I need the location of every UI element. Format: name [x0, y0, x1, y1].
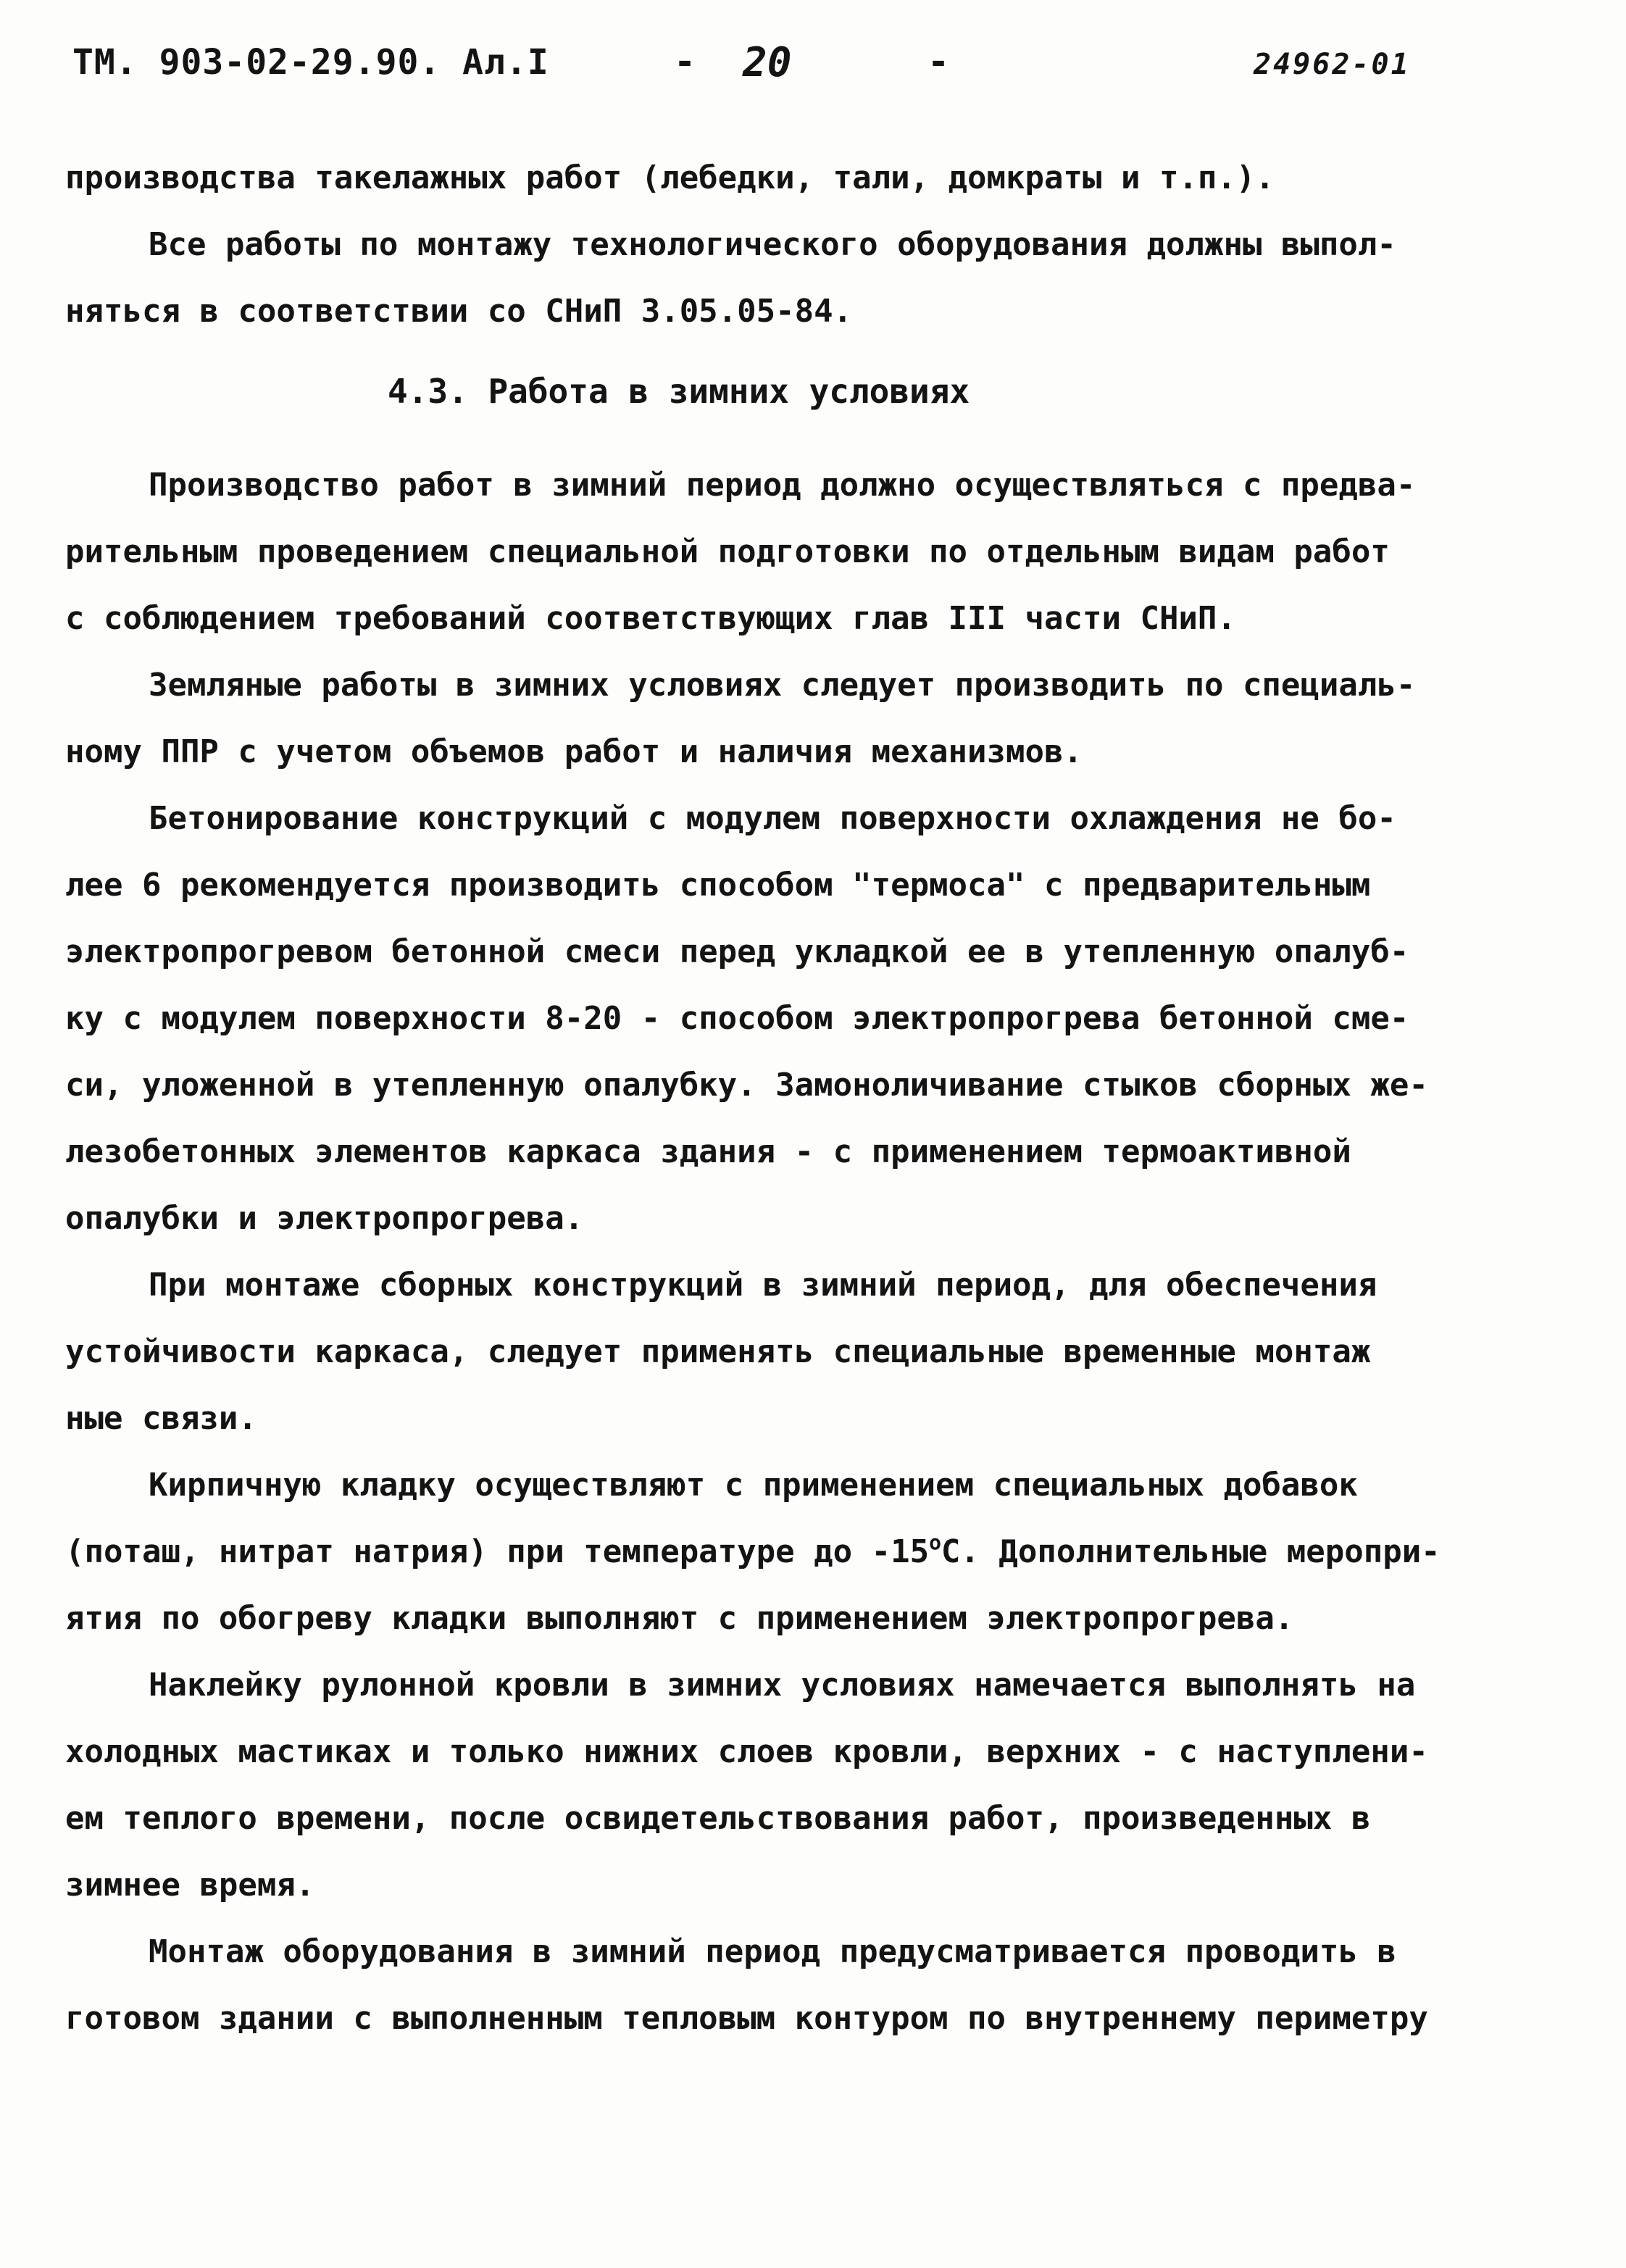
paragraph-brickwork: [65, 1452, 1565, 1652]
text-line: Производство работ в зимний период должно осуществляться с предва-: [149, 467, 1416, 504]
paragraph-prefab-assembly: [65, 1252, 1565, 1452]
text-fragment: (поташ, нитрат натрия) при температуре до -15: [65, 1533, 930, 1570]
paragraph-winter-preparation: [65, 452, 1565, 652]
section-heading: 4.3. Работа в зимних условиях: [388, 372, 970, 411]
text-line-temperature: [65, 1519, 1565, 1585]
text-line: ем теплого времени, после освидетельствования работ, произведенных в: [65, 1800, 1371, 1837]
text-line: холодных мастиках и только нижних слоев кровли, верхних - с наступлени-: [65, 1733, 1428, 1770]
text-line: си, уложенной в утепленную опалубку. Замоноличивание стыков сборных же-: [65, 1067, 1428, 1104]
text-line: ному ППР с учетом объемов работ и наличия механизмов.: [65, 733, 1083, 770]
text-line: ятия по обогреву кладки выполняют с применением электропрогрева.: [65, 1600, 1294, 1637]
text-line: зимнее время.: [65, 1867, 315, 1904]
paragraph-concreting: [65, 785, 1565, 1252]
text-line: лее 6 рекомендуется производить способом "термоса" с предварительным: [65, 867, 1371, 904]
text-line: Бетонирование конструкций с модулем поверхности охлаждения не бо-: [149, 800, 1396, 837]
paragraph-equipment-installation: [65, 212, 1565, 345]
text-line: При монтаже сборных конструкций в зимний период, для обеспечения: [149, 1267, 1377, 1304]
text-line: готовом здании с выполненным тепловым контуром по внутреннему периметру: [65, 2000, 1428, 2037]
text-line: производства такелажных работ (лебедки, тали, домкраты и т.п.).: [65, 159, 1275, 196]
page-number: 20: [743, 39, 792, 86]
text-line: лезобетонных элементов каркаса здания - с применением термоактивной: [65, 1133, 1351, 1170]
text-line: няться в соответствии со СНиП 3.05.05-84.: [65, 293, 853, 330]
text-line: устойчивости каркаса, следует применять специальные временные монтаж: [65, 1333, 1371, 1370]
page-header: [72, 35, 1554, 93]
text-line: ные связи.: [65, 1400, 257, 1437]
paragraph-equipment-winter: [65, 1919, 1565, 2052]
text-line: Монтаж оборудования в зимний период предусматривается проводить в: [149, 1933, 1396, 1970]
text-line: рительным проведением специальной подготовки по отдельным видам работ: [65, 533, 1390, 570]
text-line: опалубки и электропрогрева.: [65, 1200, 584, 1237]
text-line: Все работы по монтажу технологического оборудования должны выпол-: [149, 226, 1396, 263]
text-line: Наклейку рулонной кровли в зимних условиях намечается выполнять на: [149, 1667, 1416, 1704]
header-dash-right: -: [927, 41, 950, 83]
text-line: электропрогревом бетонной смеси перед укладкой ее в утепленную опалуб-: [65, 933, 1409, 970]
paragraph-continuation: [65, 145, 1565, 212]
text-line: с соблюдением требований соответствующих глав III части СНиП.: [65, 600, 1236, 637]
text-line: ку с модулем поверхности 8-20 - способом электропрогрева бетонной сме-: [65, 1000, 1409, 1037]
header-dash-left: -: [674, 41, 696, 83]
degree-superscript: о: [929, 1530, 941, 1554]
document-body: [65, 145, 1565, 2052]
text-line: Земляные работы в зимних условиях следует производить по специаль-: [149, 667, 1416, 704]
inventory-number: 24962-01: [1254, 48, 1411, 81]
document-code: ТМ. 903-02-29.90. Ал.I: [72, 42, 549, 83]
paragraph-roofing: [65, 1652, 1565, 1919]
text-fragment: С. Дополнительные меропри-: [941, 1533, 1441, 1570]
text-line: Кирпичную кладку осуществляют с применением специальных добавок: [149, 1467, 1358, 1504]
paragraph-earthworks: [65, 652, 1565, 785]
